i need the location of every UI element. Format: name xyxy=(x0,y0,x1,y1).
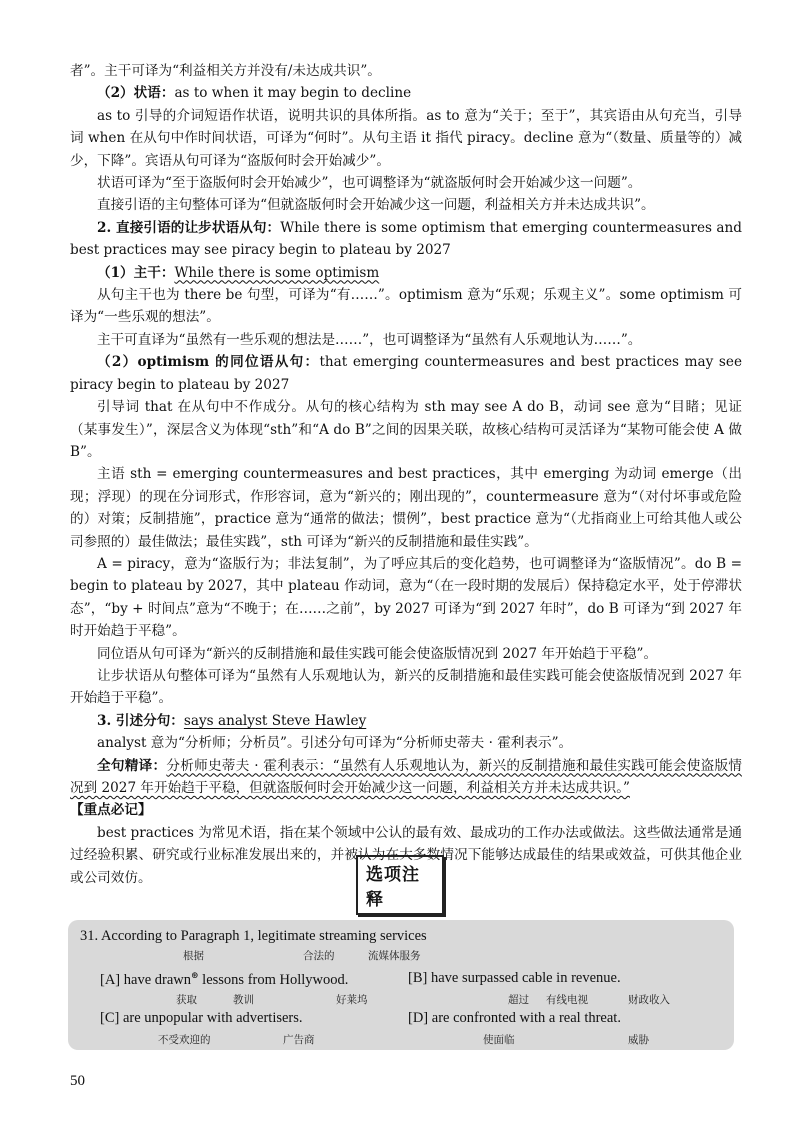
gloss: 财政收入 xyxy=(628,994,670,1006)
note-mark: ⊛ xyxy=(191,970,199,980)
label: （1）主干： xyxy=(97,264,175,281)
paragraph: analyst 意为“分析师；分析员”。引述分句可译为“分析师史蒂夫 · 霍利表示”。 xyxy=(97,735,573,752)
gloss: 使面临 xyxy=(483,1034,515,1046)
english-phrase: While there is some optimism xyxy=(174,264,380,281)
gloss: 好莱坞 xyxy=(336,994,368,1006)
full-translation: 分析师史蒂夫 · 霍利表示：“虽然有人乐观地认为，新兴的反制措施和最佳实践可能会使盗版情况到 2027 年开始趋于平稳，但就盗版何时会开始减少这一问题，利益相关方并未达成共识。” xyxy=(70,757,742,796)
option-a-text: [A] have drawn xyxy=(100,971,191,988)
paragraph: 状语可译为“至于盗版何时会开始减少”，也可调整译为“就盗版何时会开始减少这一问题”。 xyxy=(97,175,642,192)
question-stem: 31. According to Paragraph 1, legitimate streaming services xyxy=(80,928,427,944)
gloss: 广告商 xyxy=(283,1034,315,1046)
paragraph: 同位语从句可译为“新兴的反制措施和最佳实践可能会使盗版情况到 2027 年开始趋于平稳”。 xyxy=(97,645,658,662)
gloss: 根据 xyxy=(183,950,204,962)
paragraph xyxy=(70,217,742,262)
label: 全句精译： xyxy=(97,757,167,774)
section-title-label: 选项注释 xyxy=(356,855,444,915)
gloss: 威胁 xyxy=(628,1034,649,1046)
question-box xyxy=(68,920,734,1050)
paragraph: 直接引语的主句整体可译为“但就盗版何时会开始减少这一问题，利益相关方并未达成共识”。 xyxy=(97,197,655,214)
paragraph: best practices 为常见术语，指在某个领域中公认的最有效、最成功的工作办法或做法。这些做法通常是通过经验积累、研究或行业标准发展出来的，并被认为在大多数情况下能够达成最佳的结果或效益，可供其他企业或公司效仿。 xyxy=(70,824,742,886)
label: 2. 直接引语的让步状语从句： xyxy=(97,219,281,236)
option-d[interactable]: [D] are confronted with a real threat. xyxy=(408,1010,621,1026)
english-phrase: that emerging countermeasures and best practices may see piracy begin to plateau by 2027 xyxy=(70,354,743,393)
main-text xyxy=(70,60,742,889)
english-phrase: While there is some optimism that emerging countermeasures and best practices may see piracy begin to plateau by 2027 xyxy=(70,219,742,259)
paragraph xyxy=(70,82,742,104)
paragraph: 者”。主干可译为“利益相关方并没有/未达成共识”。 xyxy=(70,63,381,79)
paragraph: 让步状语从句整体可译为“虽然有人乐观地认为，新兴的反制措施和最佳实践可能会使盗版情况到 2027 年开始趋于平稳”。 xyxy=(70,667,742,707)
gloss: 合法的 xyxy=(303,950,335,962)
gloss: 不受欢迎的 xyxy=(158,1034,211,1046)
option-c[interactable]: [C] are unpopular with advertisers. xyxy=(100,1010,303,1026)
paragraph: 主语 sth = emerging countermeasures and best practices，其中 emerging 为动词 emerge（出现；浮现）的现在分词形式，作形容词，意为“新兴的；刚出现的”，countermeasure 意为“（对付坏事或危险的）对策；反制措施”，practice 意为“通常的做法；惯例”，best practice 意为“（尤指商业上可给其他人或公司参照的）最佳做法；最佳实践”，sth 可译为“新兴的反制措施和最佳实践”。 xyxy=(70,466,742,550)
english-phrase: says analyst Steve Hawley xyxy=(183,712,367,729)
gloss: 超过 xyxy=(508,994,529,1006)
option-a[interactable] xyxy=(100,970,348,989)
paragraph: 主干可直译为“虽然有一些乐观的想法是……”，也可调整译为“虽然有人乐观地认为……”。 xyxy=(97,331,642,348)
option-b[interactable]: [B] have surpassed cable in revenue. xyxy=(408,970,621,986)
paragraph: 引导词 that 在从句中不作成分。从句的核心结构为 sth may see A do B，动词 see 意为“目睹；见证（某事发生）”，深层含义为体现“sth”和“A do B”之间的因果关联，故核心结构可灵活译为“某物可能会使 A 做 B”。 xyxy=(70,399,742,460)
option-a-rest: lessons from Hollywood. xyxy=(198,971,349,988)
label: （2）状语： xyxy=(97,85,175,102)
paragraph: A = piracy，意为“盗版行为；非法复制”，为了呼应其后的变化趋势，也可调整译为“盗版情况”。do B = begin to plateau by 2027，其中 plateau 作动词，意为“（在一段时期的发展后）保持稳定水平，处于停滞状态”，“by + 时间点”意为“不晚于；在……之前”，by 2027 可译为“到 2027 年时”，do B 可译为“到 2027 年时开始趋于平稳”。 xyxy=(70,555,742,640)
paragraph: as to 引导的介词短语作状语，说明共识的具体所指。as to 意为“关于；至于”，其宾语由从句充当，引导词 when 在从句中作时间状语，可译为“何时”。从句主语 it 指代 piracy。decline 意为“（数量、质量等的）减少，下降”。宾语从句可译为“盗版何时会开始减少”。 xyxy=(70,107,742,169)
gloss: 获取 xyxy=(176,994,197,1006)
paragraph xyxy=(70,710,742,732)
paragraph xyxy=(70,262,742,284)
gloss: 有线电视 xyxy=(546,994,588,1006)
section-title xyxy=(356,865,444,910)
key-points-heading: 【重点必记】 xyxy=(70,802,152,819)
page-number: 50 xyxy=(70,1073,85,1089)
gloss: 教训 xyxy=(233,994,254,1006)
gloss: 流媒体服务 xyxy=(368,950,421,962)
paragraph: 从句主干也为 there be 句型，可译为“有……”。optimism 意为“乐观；乐观主义”。some optimism 可译为“一些乐观的想法”。 xyxy=(70,287,742,326)
label: （2）optimism 的同位语从句： xyxy=(97,354,320,371)
paragraph xyxy=(70,351,742,396)
paragraph xyxy=(70,755,742,800)
english-phrase: as to when it may begin to decline xyxy=(174,85,412,102)
label: 3. 引述分句： xyxy=(97,712,184,729)
